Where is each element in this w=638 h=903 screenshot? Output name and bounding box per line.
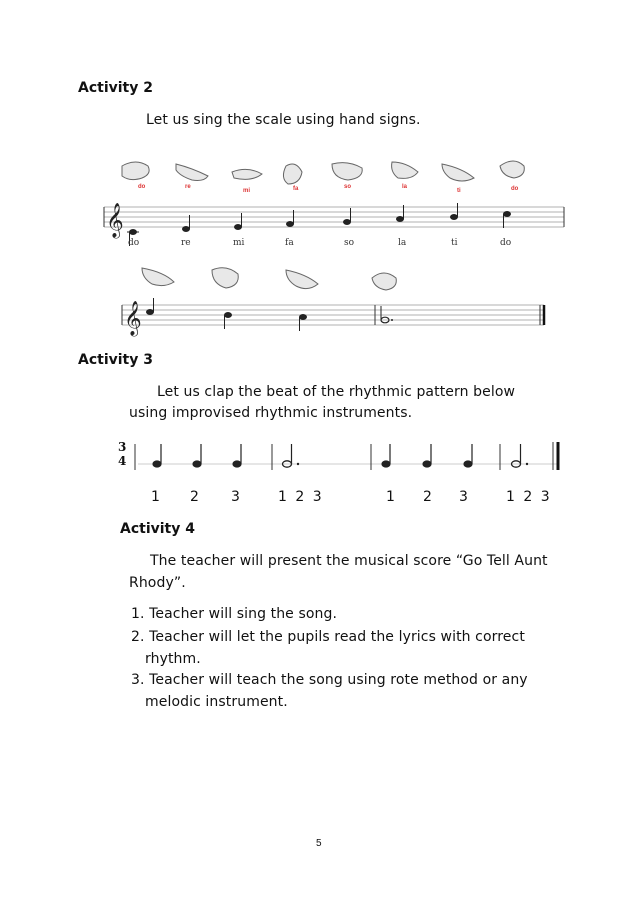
activity-4-line-1: The teacher will present the musical score “Go Tell Aunt xyxy=(150,553,548,569)
sign-label-do-high: do xyxy=(511,186,519,192)
activity-2-heading: Activity 2 xyxy=(78,80,153,96)
activity-2-instruction: Let us sing the scale using hand signs. xyxy=(146,112,421,128)
list-item-continuation: melodic instrument. xyxy=(145,694,288,710)
activity-4-heading: Activity 4 xyxy=(120,521,195,537)
list-item: 1. Teacher will sing the song. xyxy=(131,606,338,622)
time-signature-top: 3 xyxy=(118,440,127,454)
solfege-so: so xyxy=(344,238,355,248)
beat-count-5: 1 xyxy=(386,489,395,505)
activity-3-line-1: Let us clap the beat of the rhythmic pattern below xyxy=(157,384,516,400)
beat-count-1: 1 xyxy=(151,489,160,505)
activity-3-heading: Activity 3 xyxy=(78,352,153,368)
solfege-fa: fa xyxy=(285,238,294,248)
sign-label-ti: ti xyxy=(457,188,461,194)
sign-label-re: re xyxy=(185,184,191,190)
sign-label-la: la xyxy=(402,184,408,190)
beat-count-6: 2 xyxy=(423,489,432,505)
sign-label-fa: fa xyxy=(293,186,299,192)
list-item-continuation: rhythm. xyxy=(145,651,201,667)
sign-label-do: do xyxy=(138,184,146,190)
page-number: 5 xyxy=(316,838,322,849)
solfege-do-high: do xyxy=(500,238,512,248)
solfege-la: la xyxy=(398,238,407,248)
sign-label-mi: mi xyxy=(243,188,251,194)
sign-label-so: so xyxy=(344,184,352,190)
treble-clef-icon: 𝄞 xyxy=(124,301,142,336)
beat-count-7: 3 xyxy=(459,489,468,505)
beat-count-3: 3 xyxy=(231,489,240,505)
beat-count-2: 2 xyxy=(190,489,199,505)
solfege-re: re xyxy=(181,238,191,248)
solfege-do: do xyxy=(128,238,140,248)
list-item: 3. Teacher will teach the song using rote method or any xyxy=(131,672,528,688)
treble-clef-icon: 𝄞 xyxy=(106,203,124,238)
activity-4-line-2: Rhody”. xyxy=(129,575,186,591)
beat-count-4: 1 2 3 xyxy=(278,489,322,505)
beat-count-8: 1 2 3 xyxy=(506,489,550,505)
solfege-ti: ti xyxy=(451,238,458,248)
activity-3-line-2: using improvised rhythmic instruments. xyxy=(129,405,413,421)
list-item: 2. Teacher will let the pupils read the lyrics with correct xyxy=(131,629,525,645)
time-signature-bottom: 4 xyxy=(118,454,127,468)
solfege-mi: mi xyxy=(233,238,245,248)
